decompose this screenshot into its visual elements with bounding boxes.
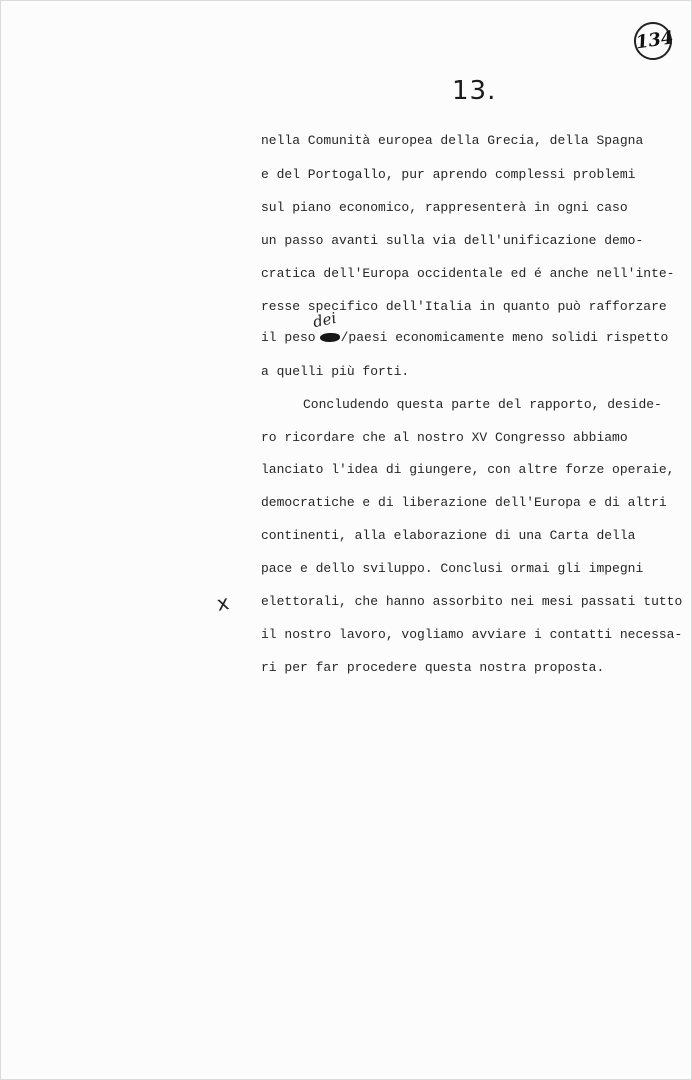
text-line: un passo avanti sulla via dell'unificazione demo- [261, 233, 644, 248]
correction-slash: / [340, 330, 349, 345]
text-line: democratiche e di liberazione dell'Europa e di altri [261, 495, 667, 510]
text-line: nella Comunità europea della Grecia, della Spagna [261, 133, 644, 148]
text-line: cratica dell'Europa occidentale ed é anche nell'inte- [261, 266, 675, 281]
text-line: pace e dello sviluppo. Conclusi ormai gli impegni [261, 561, 644, 576]
handwritten-correction: dei [311, 308, 338, 332]
text-line: continenti, alla elaborazione di una Carta della [261, 528, 636, 543]
text-line: elettorali, che hanno assorbito nei mesi passati tutto [261, 594, 683, 609]
text-line: ri per far procedere questa nostra proposta. [261, 660, 605, 675]
text-line: ro ricordare che al nostro XV Congresso abbiamo [261, 430, 628, 445]
text-line: sul piano economico, rappresenterà in ogni caso [261, 200, 628, 215]
margin-x-mark: x [215, 590, 231, 616]
page-number: 13. [452, 76, 497, 106]
text-line: e del Portogallo, pur aprendo complessi problemi [261, 167, 636, 182]
text-line: lanciato l'idea di giungere, con altre forze operaie, [261, 462, 675, 477]
ink-blot [320, 333, 340, 342]
text-line: resse specifico dell'Italia in quanto può rafforzare [261, 299, 667, 314]
archive-stamp: 134 [632, 20, 675, 63]
text-fragment: paesi economicamente meno solidi rispetto [348, 330, 669, 345]
text-line: il nostro lavoro, vogliamo avviare i contatti necessa- [261, 627, 683, 642]
text-line: a quelli più forti. [261, 364, 410, 379]
text-line-corrected [261, 330, 668, 346]
text-line: Concludendo questa parte del rapporto, deside- [303, 397, 662, 412]
text-fragment: il peso [261, 330, 316, 345]
